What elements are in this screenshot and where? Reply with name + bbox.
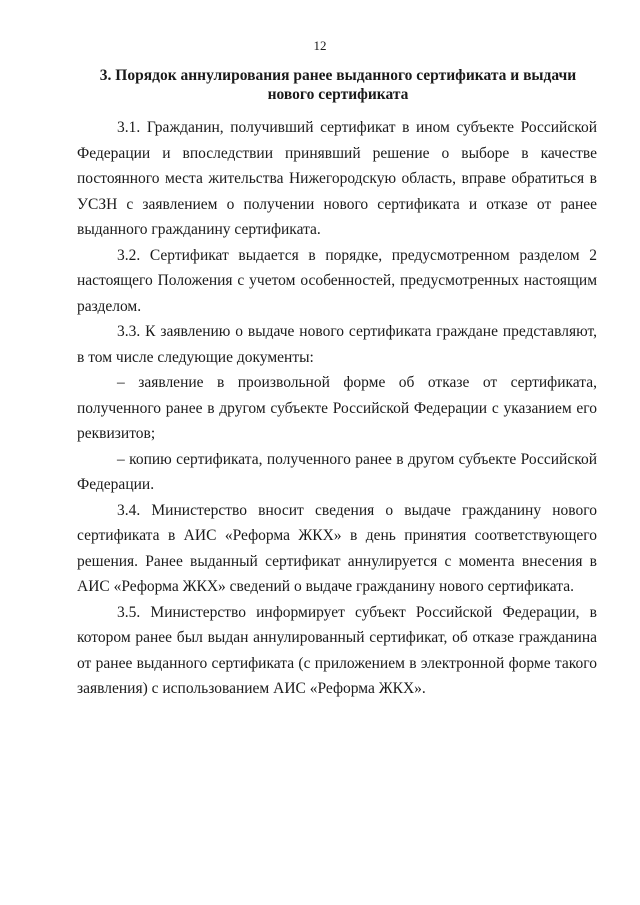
paragraph-3-2: 3.2. Сертификат выдается в порядке, предусмотренном разделом 2 настоящего Положения с учетом особенностей, предусмотренных настоящим разделом. — [77, 246, 597, 315]
paragraph-3-1: 3.1. Гражданин, получивший сертификат в ином субъекте Российской Федерации и впоследствии принявший решение о выборе в качестве постоянного места жительства Нижегородскую область, вправе обратиться в УСЗН с заявлением о получении нового сертификата и отказе от ранее выданного гражданину сертификата. — [77, 119, 597, 238]
paragraph-3-5: 3.5. Министерство информирует субъект Российской Федерации, в котором ранее был выдан аннулированный сертификат, об отказе гражданина от ранее выданного сертификата (с приложением в электронной форме такого заявления) с использованием АИС «Реформа ЖКХ». — [77, 603, 597, 697]
list-item-certificate-copy: – копию сертификата, полученного ранее в другом субъекте Российской Федерации. — [77, 450, 597, 493]
section-heading: 3. Порядок аннулирования ранее выданного сертификата и выдачи нового сертификата — [99, 67, 577, 103]
document-body — [77, 115, 597, 702]
paragraph-3-3: 3.3. К заявлению о выдаче нового сертификата граждане представляют, в том числе следующие документы: — [77, 323, 597, 366]
paragraph-3-4: 3.4. Министерство вносит сведения о выдаче гражданину нового сертификата в АИС «Реформа ЖКХ» в день принятия соответствующего решения. Ранее выданный сертификат аннулируется с момента внесения в АИС «Реформа ЖКХ» сведений о выдаче гражданину нового сертификата. — [77, 501, 597, 595]
list-item-application: – заявление в произвольной форме об отказе от сертификата, полученного ранее в другом субъекте Российской Федерации с указанием его реквизитов; — [77, 374, 597, 442]
page-number: 12 — [313, 38, 327, 53]
